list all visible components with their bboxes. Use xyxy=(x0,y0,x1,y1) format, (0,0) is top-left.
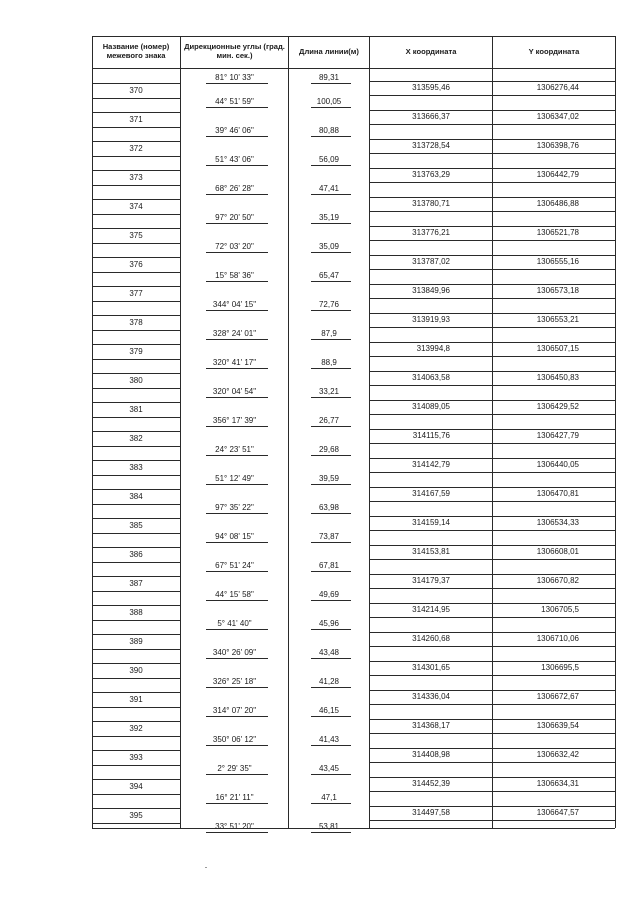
segment-underline xyxy=(311,165,351,166)
point-y-coordinate: 1306486,88 xyxy=(536,199,579,208)
point-name: 376 xyxy=(129,260,143,269)
segment-underline xyxy=(311,426,351,427)
segment-underline xyxy=(311,368,351,369)
header-point-name: Название (номер) межевого знака xyxy=(102,42,170,60)
point-y-coordinate: 1306427,79 xyxy=(536,431,579,440)
segment-length: 89,31 xyxy=(318,73,340,82)
point-name: 380 xyxy=(129,376,143,385)
point-y-coordinate: 1306347,02 xyxy=(536,112,579,121)
point-y-coordinate: 1306632,42 xyxy=(536,750,579,759)
segment-underline xyxy=(311,194,351,195)
point-x-coordinate: 314408,98 xyxy=(412,750,450,759)
point-name: 372 xyxy=(129,144,143,153)
segment-length: 35,19 xyxy=(318,213,340,222)
point-x-coordinate: 314179,37 xyxy=(412,576,450,585)
segment-length: 43,48 xyxy=(318,648,340,657)
row-separator xyxy=(92,127,180,128)
point-name: 386 xyxy=(129,550,143,559)
row-separator xyxy=(92,185,180,186)
row-separator xyxy=(92,257,180,258)
point-name: 394 xyxy=(129,782,143,791)
table-column-line xyxy=(369,36,370,828)
segment-angle: 51° 43' 06" xyxy=(215,155,254,164)
segment-length: 45,96 xyxy=(318,619,340,628)
row-separator xyxy=(92,750,180,751)
point-name: 378 xyxy=(129,318,143,327)
segment-angle: 16° 21' 11" xyxy=(215,793,254,802)
segment-angle: 320° 04' 54" xyxy=(212,387,257,396)
point-y-coordinate: 1306429,52 xyxy=(536,402,579,411)
point-name: 387 xyxy=(129,579,143,588)
point-y-coordinate: 1306573,18 xyxy=(536,286,579,295)
point-name: 374 xyxy=(129,202,143,211)
header-y-coordinate: Y координата xyxy=(528,46,580,56)
point-y-coordinate: 1306639,54 xyxy=(536,721,579,730)
row-separator xyxy=(92,736,180,737)
point-y-coordinate: 1306442,79 xyxy=(536,170,579,179)
row-separator xyxy=(92,199,180,200)
table-column-line xyxy=(615,36,616,828)
segment-length: 35,09 xyxy=(318,242,340,251)
segment-underline xyxy=(206,165,268,166)
row-separator xyxy=(92,533,180,534)
table-column-line xyxy=(492,36,493,828)
row-separator xyxy=(92,417,180,418)
segment-underline xyxy=(206,223,268,224)
segment-length: 43,45 xyxy=(318,764,340,773)
row-separator xyxy=(92,272,180,273)
segment-angle: 350° 06' 12" xyxy=(212,735,257,744)
point-y-coordinate: 1306705,5 xyxy=(541,605,579,614)
point-x-coordinate: 313728,54 xyxy=(412,141,450,150)
point-x-coordinate: 314153,81 xyxy=(412,547,450,556)
row-separator xyxy=(92,663,180,664)
segment-underline xyxy=(311,658,351,659)
segment-underline xyxy=(206,629,268,630)
point-name: 382 xyxy=(129,434,143,443)
point-x-coordinate: 314063,58 xyxy=(412,373,450,382)
segment-length: 72,76 xyxy=(318,300,340,309)
segment-underline xyxy=(311,716,351,717)
segment-angle: 97° 20' 50" xyxy=(215,213,254,222)
row-separator xyxy=(92,518,180,519)
point-x-coordinate: 313780,71 xyxy=(412,199,450,208)
segment-underline xyxy=(311,571,351,572)
segment-underline xyxy=(311,774,351,775)
segment-underline xyxy=(206,803,268,804)
segment-length: 49,69 xyxy=(318,590,340,599)
segment-angle: 344° 04' 15" xyxy=(212,300,257,309)
segment-underline xyxy=(311,455,351,456)
segment-underline xyxy=(206,658,268,659)
point-y-coordinate: 1306555,16 xyxy=(536,257,579,266)
segment-length: 100,05 xyxy=(316,97,342,106)
row-separator xyxy=(92,214,180,215)
row-separator xyxy=(92,156,180,157)
segment-underline xyxy=(206,513,268,514)
segment-underline xyxy=(311,83,351,84)
segment-underline xyxy=(206,83,268,84)
row-separator xyxy=(92,112,180,113)
scan-speck xyxy=(205,867,207,868)
segment-length: 67,81 xyxy=(318,561,340,570)
row-separator xyxy=(92,388,180,389)
point-name: 383 xyxy=(129,463,143,472)
point-x-coordinate: 314452,39 xyxy=(412,779,450,788)
row-separator xyxy=(92,620,180,621)
point-x-coordinate: 314167,59 xyxy=(412,489,450,498)
segment-underline xyxy=(311,223,351,224)
point-y-coordinate: 1306647,57 xyxy=(536,808,579,817)
row-separator xyxy=(92,344,180,345)
point-name: 375 xyxy=(129,231,143,240)
segment-angle: 5° 41' 40" xyxy=(217,619,252,628)
segment-angle: 24° 23' 51" xyxy=(215,445,254,454)
row-separator xyxy=(92,678,180,679)
segment-length: 47,1 xyxy=(321,793,337,802)
point-name: 385 xyxy=(129,521,143,530)
point-x-coordinate: 314336,04 xyxy=(412,692,450,701)
row-separator xyxy=(92,460,180,461)
segment-length: 47,41 xyxy=(318,184,340,193)
row-separator xyxy=(92,475,180,476)
segment-length: 73,87 xyxy=(318,532,340,541)
segment-angle: 67° 51' 24" xyxy=(215,561,254,570)
table-bottom-border xyxy=(92,828,615,829)
point-x-coordinate: 313776,21 xyxy=(412,228,450,237)
row-separator xyxy=(92,315,180,316)
segment-underline xyxy=(206,542,268,543)
segment-underline xyxy=(311,600,351,601)
row-separator xyxy=(92,504,180,505)
row-separator xyxy=(92,576,180,577)
segment-angle: 39° 46' 06" xyxy=(215,126,254,135)
segment-underline xyxy=(311,281,351,282)
segment-length: 46,15 xyxy=(318,706,340,715)
point-x-coordinate: 313763,29 xyxy=(412,170,450,179)
segment-length: 63,98 xyxy=(318,503,340,512)
segment-angle: 97° 35' 22" xyxy=(215,503,254,512)
point-name: 381 xyxy=(129,405,143,414)
row-separator xyxy=(92,373,180,374)
point-name: 391 xyxy=(129,695,143,704)
segment-length: 39,59 xyxy=(318,474,340,483)
row-separator xyxy=(92,330,180,331)
point-y-coordinate: 1306634,31 xyxy=(536,779,579,788)
row-separator xyxy=(92,779,180,780)
header-line-length: Длина линии(м) xyxy=(299,46,359,56)
row-separator xyxy=(92,765,180,766)
segment-angle: 314° 07' 20" xyxy=(212,706,257,715)
segment-angle: 72° 03' 20" xyxy=(215,242,254,251)
segment-underline xyxy=(206,571,268,572)
table-column-line xyxy=(92,36,93,828)
segment-underline xyxy=(206,484,268,485)
table-column-line xyxy=(180,36,181,828)
segment-underline xyxy=(206,774,268,775)
segment-angle: 340° 26' 09" xyxy=(212,648,257,657)
segment-underline xyxy=(311,832,351,833)
row-separator xyxy=(92,605,180,606)
point-name: 384 xyxy=(129,492,143,501)
point-x-coordinate: 313595,46 xyxy=(412,83,450,92)
segment-angle: 81° 10' 33" xyxy=(215,73,254,82)
point-name: 373 xyxy=(129,173,143,182)
row-separator xyxy=(92,823,180,824)
segment-length: 65,47 xyxy=(318,271,340,280)
header-x-coordinate: X координата xyxy=(405,46,457,56)
segment-underline xyxy=(311,542,351,543)
segment-angle: 326° 25' 18" xyxy=(212,677,257,686)
point-y-coordinate: 1306672,67 xyxy=(536,692,579,701)
point-name: 389 xyxy=(129,637,143,646)
point-y-coordinate: 1306553,21 xyxy=(536,315,579,324)
row-separator xyxy=(92,98,180,99)
segment-angle: 33° 51' 20" xyxy=(215,822,254,831)
point-name: 379 xyxy=(129,347,143,356)
point-y-coordinate: 1306710,06 xyxy=(536,634,579,643)
point-x-coordinate: 314115,76 xyxy=(412,431,450,440)
segment-length: 88,9 xyxy=(321,358,337,367)
segment-length: 56,09 xyxy=(318,155,340,164)
row-separator xyxy=(92,721,180,722)
segment-length: 80,88 xyxy=(318,126,340,135)
table-header-border xyxy=(92,68,615,69)
segment-underline xyxy=(206,339,268,340)
row-separator xyxy=(92,301,180,302)
segment-length: 26,77 xyxy=(318,416,340,425)
segment-underline xyxy=(206,107,268,108)
point-y-coordinate: 1306470,81 xyxy=(536,489,579,498)
point-y-coordinate: 1306440,05 xyxy=(536,460,579,469)
point-x-coordinate: 314214,95 xyxy=(412,605,450,614)
point-x-coordinate: 314497,58 xyxy=(412,808,450,817)
segment-angle: 51° 12' 49" xyxy=(215,474,254,483)
row-separator xyxy=(92,243,180,244)
row-separator xyxy=(92,547,180,548)
segment-length: 87,9 xyxy=(321,329,337,338)
point-name: 377 xyxy=(129,289,143,298)
segment-underline xyxy=(206,687,268,688)
header-directional-angle: Дирекционные углы (град. мин. сек.) xyxy=(184,42,285,60)
point-x-coordinate: 314089,05 xyxy=(412,402,450,411)
row-separator xyxy=(92,692,180,693)
point-name: 395 xyxy=(129,811,143,820)
row-separator xyxy=(92,634,180,635)
point-name: 392 xyxy=(129,724,143,733)
row-separator xyxy=(92,562,180,563)
segment-angle: 44° 51' 59" xyxy=(215,97,254,106)
row-separator xyxy=(92,649,180,650)
point-x-coordinate: 313994,8 xyxy=(416,344,450,353)
segment-underline xyxy=(206,716,268,717)
row-separator xyxy=(92,591,180,592)
segment-underline xyxy=(311,745,351,746)
segment-angle: 2° 29' 35" xyxy=(217,764,252,773)
row-separator xyxy=(92,431,180,432)
table-top-border xyxy=(92,36,615,37)
segment-underline xyxy=(206,281,268,282)
segment-underline xyxy=(206,368,268,369)
segment-underline xyxy=(311,629,351,630)
segment-underline xyxy=(206,252,268,253)
segment-angle: 320° 41' 17" xyxy=(212,358,257,367)
segment-angle: 94° 08' 15" xyxy=(215,532,254,541)
segment-length: 53,81 xyxy=(318,822,340,831)
point-y-coordinate: 1306507,15 xyxy=(536,344,579,353)
segment-underline xyxy=(311,107,351,108)
point-x-coordinate: 313787,02 xyxy=(412,257,450,266)
row-separator xyxy=(92,794,180,795)
row-separator xyxy=(92,286,180,287)
point-name: 370 xyxy=(129,86,143,95)
segment-length: 41,43 xyxy=(318,735,340,744)
row-separator xyxy=(92,402,180,403)
row-separator xyxy=(92,228,180,229)
segment-underline xyxy=(206,455,268,456)
point-x-coordinate: 314159,14 xyxy=(412,518,450,527)
point-y-coordinate: 1306276,44 xyxy=(536,83,579,92)
segment-angle: 44° 15' 58" xyxy=(215,590,254,599)
point-y-coordinate: 1306398,76 xyxy=(536,141,579,150)
point-x-coordinate: 313666,37 xyxy=(412,112,450,121)
point-y-coordinate: 1306695,5 xyxy=(541,663,579,672)
point-name: 393 xyxy=(129,753,143,762)
point-x-coordinate: 314260,68 xyxy=(412,634,450,643)
point-y-coordinate: 1306534,33 xyxy=(536,518,579,527)
point-name: 388 xyxy=(129,608,143,617)
segment-underline xyxy=(206,426,268,427)
row-separator xyxy=(92,808,180,809)
point-x-coordinate: 314301,65 xyxy=(412,663,450,672)
segment-angle: 328° 24' 01" xyxy=(212,329,257,338)
segment-length: 29,68 xyxy=(318,445,340,454)
row-separator xyxy=(92,707,180,708)
table-column-line xyxy=(288,36,289,828)
segment-angle: 68° 26' 28" xyxy=(215,184,254,193)
point-name: 371 xyxy=(129,115,143,124)
segment-underline xyxy=(311,310,351,311)
point-x-coordinate: 313849,96 xyxy=(412,286,450,295)
segment-underline xyxy=(206,397,268,398)
segment-underline xyxy=(206,136,268,137)
segment-underline xyxy=(206,194,268,195)
segment-underline xyxy=(311,513,351,514)
row-separator xyxy=(92,83,180,84)
segment-underline xyxy=(311,687,351,688)
point-y-coordinate: 1306521,78 xyxy=(536,228,579,237)
segment-underline xyxy=(311,803,351,804)
segment-underline xyxy=(311,339,351,340)
point-y-coordinate: 1306450,83 xyxy=(536,373,579,382)
point-x-coordinate: 314368,17 xyxy=(412,721,450,730)
segment-angle: 15° 58' 36" xyxy=(215,271,254,280)
segment-underline xyxy=(206,310,268,311)
segment-underline xyxy=(206,600,268,601)
segment-underline xyxy=(206,832,268,833)
row-separator xyxy=(92,359,180,360)
row-separator xyxy=(92,489,180,490)
segment-length: 33,21 xyxy=(318,387,340,396)
segment-length: 41,28 xyxy=(318,677,340,686)
row-separator xyxy=(92,170,180,171)
point-y-coordinate: 1306608,01 xyxy=(536,547,579,556)
point-x-coordinate: 314142,79 xyxy=(412,460,450,469)
segment-underline xyxy=(311,397,351,398)
point-y-coordinate: 1306670,82 xyxy=(536,576,579,585)
point-x-coordinate: 313919,93 xyxy=(412,315,450,324)
row-separator xyxy=(92,141,180,142)
segment-underline xyxy=(206,745,268,746)
segment-underline xyxy=(311,484,351,485)
segment-underline xyxy=(311,136,351,137)
segment-angle: 356° 17' 39" xyxy=(212,416,257,425)
segment-underline xyxy=(311,252,351,253)
point-name: 390 xyxy=(129,666,143,675)
row-separator xyxy=(92,446,180,447)
